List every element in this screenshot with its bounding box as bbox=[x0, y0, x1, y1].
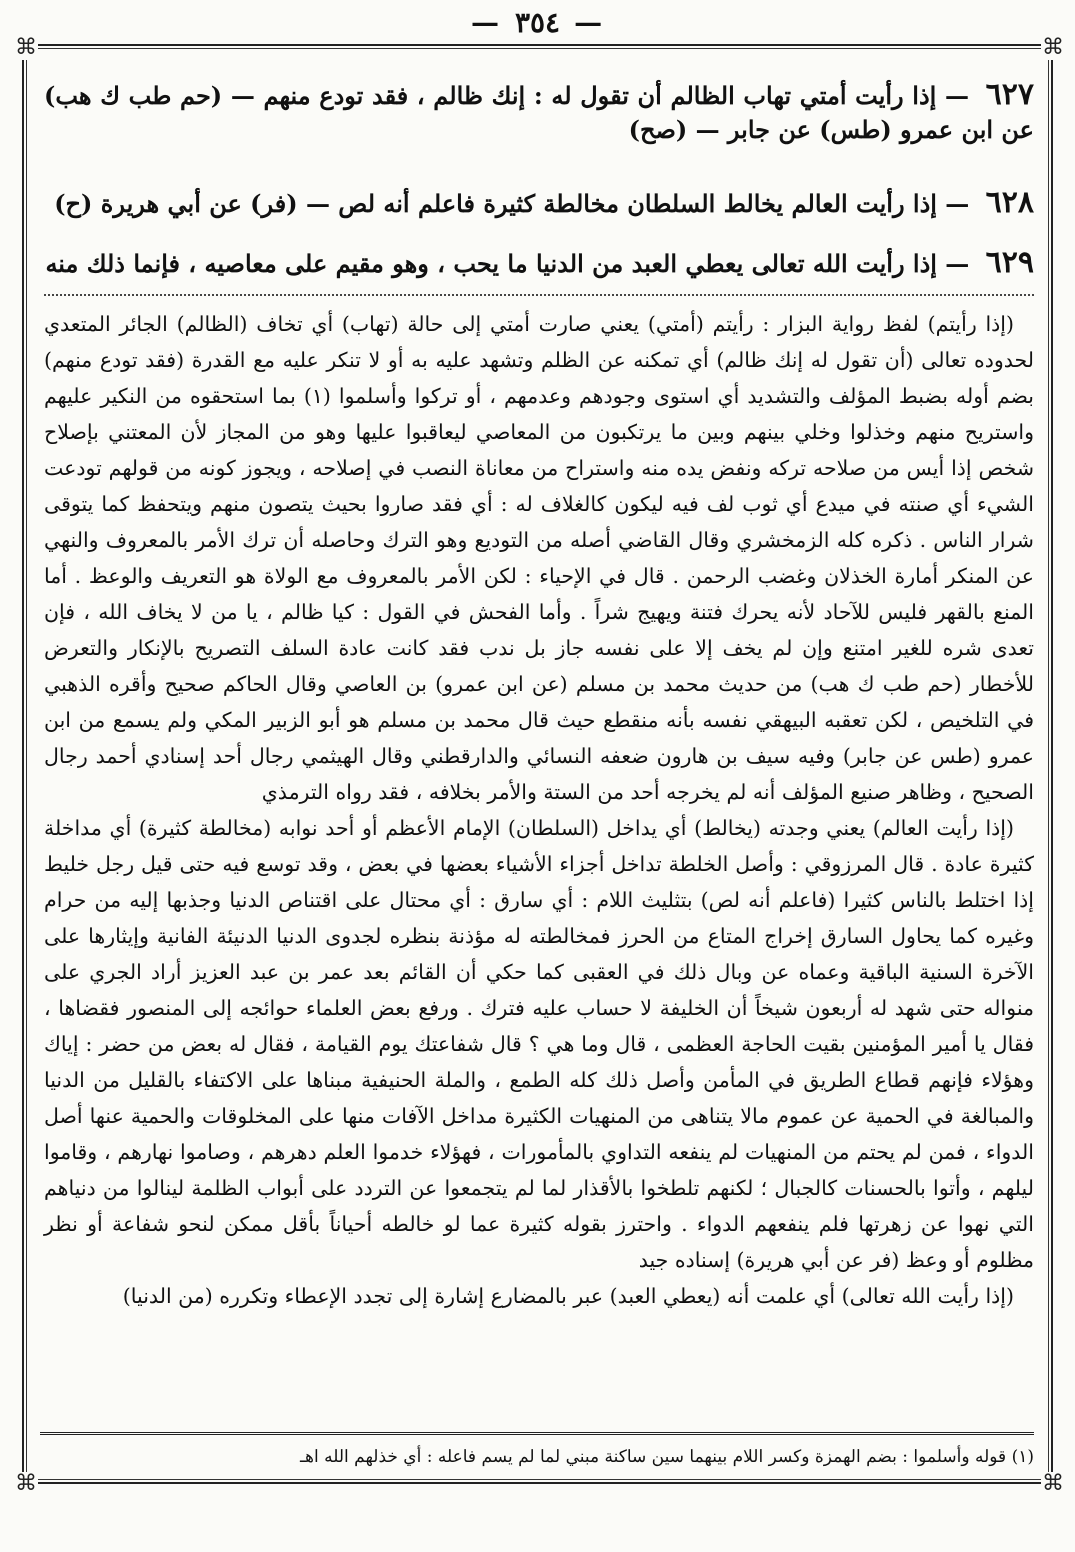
commentary-paragraph: (إذا رأيتم) لفظ رواية البزار : رأيتم (أمتي) يعني صارت أمتي إلى حالة (تهاب) أي تخاف (الظالم) الجائر المتعدي لحدوده تعالى (أن تقول له إنك ظالم) أي تمكنه عن الظلم وتشهد عليه به أو لا تنكر عليه مع القدرة (فقد تودع منهم) بضم أوله بضبط المؤلف والتشديد أي استوى وجودهم وعدمهم ، أو تركوا وأسلموا (١) بما استحقوه من النكير عليهم واستريح منهم وخذلوا وخلي بينهم وبين ما يرتكبون من المعاصي ليعاقبوا عليها وهو من المجاز لأن المعتني بإصلاح شخص إذا أيس من صلاحه تركه ونفض يده منه واستراح من معاناة النصب في إصلاحه ، ويجوز كونه من قولهم تودعت الشيء أي صنته في ميدع أي ثوب لف فيه ليكون كالغلاف له : أي فقد صاروا بحيث يتصون منهم ويتحفظ كما يتوقى شرار الناس . ذكره كله الزمخشري وقال القاضي أصله من التوديع وهو الترك وحاصله أن ترك الأمر بالمعروف والنهي عن المنكر أمارة الخذلان وغضب الرحمن . قال في الإحياء : لكن الأمر بالمعروف مع الولاة هو التعريف والوعظ . أما المنع بالقهر فليس للآحاد لأنه يحرك فتنة ويهيج شراً . وأما الفحش في القول : كيا ظالم ، يا من لا يخاف الله ، فإن تعدى شره للغير امتنع وإن لم يخف إلا على نفسه جاز بل ندب فقد كانت عادة السلف التصريح بالإنكار والتعرض للأخطار (حم طب ك هب) من حديث محمد بن مسلم (عن ابن عمرو) بن العاصي وقال الحاكم صحيح وأقره الذهبي في التلخيص ، لكن تعقبه البيهقي نفسه بأنه منقطع حيث قال محمد بن مسلم هو أبو الزبير المكي ولم يسمع من ابن عمرو (طس عن جابر) وفيه سيف بن هارون ضعفه النسائي والدارقطني وقال الهيثمي رجال أحد إسنادي أحمد رجال الصحيح ، وظاهر صنيع المؤلف أنه لم يخرجه أحد من الستة والأمر بخلافه ، فقد رواه الترمذي bbox=[44, 312, 1034, 804]
hadith-number: ٦٢٩ bbox=[985, 245, 1034, 280]
commentary bbox=[44, 306, 1034, 1314]
hadith-629 bbox=[44, 246, 1034, 281]
page-number-value: ٣٥٤ bbox=[514, 6, 561, 39]
hadith-text: — إذا رأيت أمتي تهاب الظالم أن تقول له : إنك ظالم ، فقد تودع منهم — (حم طب ك هب) عن ابن عمرو (طس) عن جابر — (صح) bbox=[44, 81, 1034, 144]
hadith-commentary-separator bbox=[44, 294, 1034, 296]
commentary-paragraph: (إذا رأيت العالم) يعني وجدته (يخالط) أي يداخل (السلطان) الإمام الأعظم أو أحد نوابه (مخالطة كثيرة) أي مداخلة كثيرة عادة . قال المرزوقي : وأصل الخلطة تداخل أجزاء الأشياء بعضها في بعض ، وقد توسع فيه حتى قيل رجل خليط إذا اختلط بالناس كثيرا (فاعلم أنه لص) بتثليث اللام : أي سارق : أي محتال على اقتناص الدنيا وجذبها إليه من حرام وغيره كما يحاول السارق إخراج المتاع من الحرز فمخالطته له مؤذنة بنظره لجدوى الدنيا الدنيئة الفانية وإيثارها على الآخرة السنية الباقية وعماه عن وبال ذلك في العقبى كما حكي أن القائم بعد عمر بن عبد العزيز أراد الجري على منواله حتى شهد له أربعون شيخاً أن الخليفة لا حساب عليه فترك . ورفع بعض العلماء حوائجه إلى المنصور فقضاها ، فقال يا أمير المؤمنين بقيت الحاجة العظمى ، قال وما هي ؟ قال شفاعتك يوم القيامة ، فقال له بعض من حضر : إياك وهؤلاء فإنهم قطاع الطريق في المأمن وأصل ذلك كله الطمع ، والملة الحنيفية مبناها على الاكتفاء بالقليل من الدنيا والمبالغة في الحمية عن عموم مالا يتناهى من المنهيات الكثيرة مداخل الآفات منها على المخلوقات والحمية عنها أصل الدواء ، فمن لم يحتم من المنهيات لم ينفعه التداوي بالمأمورات ، فهؤلاء خدموا العلم دهرهم ، وصاموا نهارهم ، وقاموا ليلهم ، وأتوا بالحسنات كالجبال ؛ لكنهم تلطخوا بالأقذار لما لم يتجمعوا عن التردد على أبواب الظلمة لينالوا من دنياهم التي نهوا عن زهرتها فلم ينفعهم الدواء . واحترز بقوله كثيرة عما لو خالطه أحياناً بأقل ممكن لنحو شفاعة أو نظر مظلوم أو وعظ (فر عن أبي هريرة) إسناده جيد bbox=[44, 816, 1034, 1272]
hadith-number: ٦٢٨ bbox=[985, 185, 1034, 220]
hadith-number: ٦٢٧ bbox=[985, 77, 1035, 112]
corner-ornament-icon: ⌘ bbox=[15, 1471, 37, 1496]
corner-ornament-icon: ⌘ bbox=[15, 35, 37, 60]
page-number bbox=[0, 6, 1075, 39]
footnote-rule bbox=[40, 1432, 1034, 1435]
hadith-text: — إذا رأيت الله تعالى يعطي العبد من الدنيا ما يحب ، وهو مقيم على معاصيه ، فإنما ذلك منه bbox=[45, 249, 970, 278]
hadith-627 bbox=[44, 78, 1034, 147]
footnote: (١) قوله وأسلموا : بضم الهمزة وكسر اللام بينهما سين ساكنة مبني لما لم يسم فاعله : أي خذلهم الله اهـ bbox=[300, 1447, 1034, 1467]
page-number-dash: — bbox=[470, 6, 501, 39]
corner-ornament-icon: ⌘ bbox=[1042, 35, 1064, 60]
hadith-text: — إذا رأيت العالم يخالط السلطان مخالطة كثيرة فاعلم أنه لص — (فر) عن أبي هريرة (ح) bbox=[54, 189, 970, 218]
commentary-paragraph: (إذا رأيت الله تعالى) أي علمت أنه (يعطي العبد) عبر بالمضارع إشارة إلى تجدد الإعطاء وتكرره (من الدنيا) bbox=[122, 1284, 1014, 1308]
hadith-628 bbox=[44, 186, 1034, 221]
page-number-dash: — bbox=[574, 6, 605, 39]
corner-ornament-icon: ⌘ bbox=[1042, 1471, 1064, 1496]
